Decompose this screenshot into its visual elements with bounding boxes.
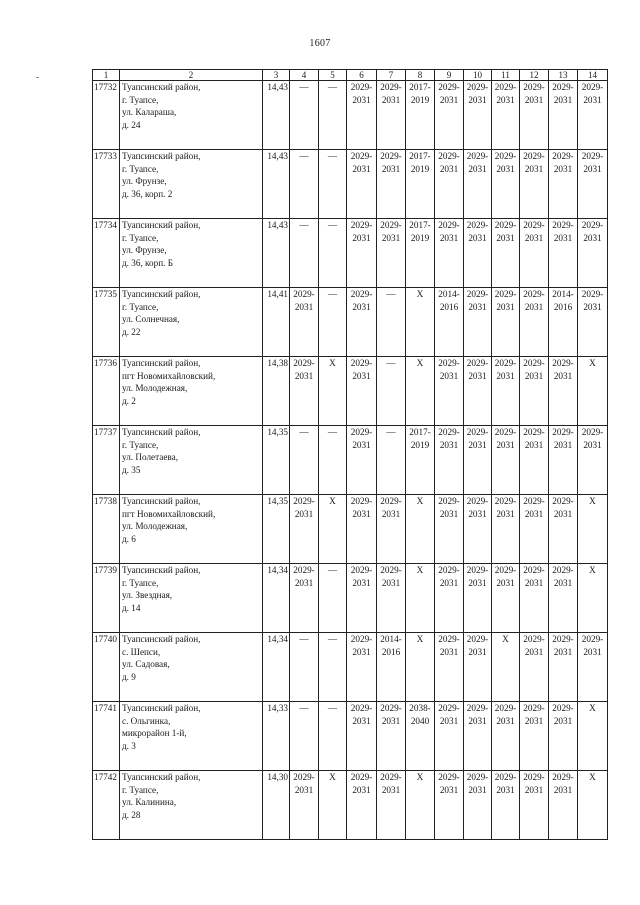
address-cell bbox=[120, 219, 263, 288]
period-cell: — bbox=[290, 633, 319, 702]
address-line: Туапсинский район, bbox=[122, 634, 201, 644]
period-cell: Х bbox=[319, 357, 347, 426]
period-cell: — bbox=[290, 219, 319, 288]
period-cell: 2029- 2031 bbox=[435, 426, 464, 495]
address-line: г. Туапсе, bbox=[122, 232, 159, 243]
address-line: д. 35 bbox=[122, 464, 141, 475]
period-cell: — bbox=[377, 357, 406, 426]
address-cell bbox=[120, 564, 263, 633]
record-number: 17738 bbox=[93, 495, 120, 564]
column-number-cell: 14 bbox=[578, 70, 608, 81]
period-cell: 2029- 2031 bbox=[435, 150, 464, 219]
address-line: д. 9 bbox=[122, 671, 136, 682]
area-cell: 14,34 bbox=[263, 633, 290, 702]
period-cell: 2029- 2031 bbox=[347, 81, 377, 150]
record-number: 17733 bbox=[93, 150, 120, 219]
address-line: Туапсинский район, bbox=[122, 358, 201, 368]
address-line: ул. Калараша, bbox=[122, 107, 177, 118]
period-cell: — bbox=[319, 426, 347, 495]
period-cell: Х bbox=[319, 495, 347, 564]
address-line: ул. Калинина, bbox=[122, 797, 177, 808]
period-cell: 2029- 2031 bbox=[377, 150, 406, 219]
period-cell: 2029- 2031 bbox=[520, 81, 549, 150]
address-line: Туапсинский район, bbox=[122, 82, 201, 92]
area-cell: 14,41 bbox=[263, 288, 290, 357]
address-line: Туапсинский район, bbox=[122, 772, 201, 782]
period-cell: 2029- 2031 bbox=[549, 633, 578, 702]
period-cell: 2029- 2031 bbox=[520, 771, 549, 840]
record-number: 17742 bbox=[93, 771, 120, 840]
period-cell: 2029- 2031 bbox=[464, 495, 492, 564]
period-cell: Х bbox=[578, 771, 608, 840]
period-cell: 2029- 2031 bbox=[549, 702, 578, 771]
area-cell: 14,30 bbox=[263, 771, 290, 840]
address-line: г. Туапсе, bbox=[122, 577, 159, 588]
column-number-row bbox=[93, 70, 608, 81]
address-line: г. Туапсе, bbox=[122, 439, 159, 450]
period-cell: 2029- 2031 bbox=[578, 288, 608, 357]
period-cell: 2029- 2031 bbox=[347, 771, 377, 840]
period-cell: 2029- 2031 bbox=[464, 288, 492, 357]
period-cell: 2029- 2031 bbox=[464, 219, 492, 288]
area-cell: 14,33 bbox=[263, 702, 290, 771]
record-number: 17737 bbox=[93, 426, 120, 495]
address-line: ул. Солнечная, bbox=[122, 314, 180, 325]
address-line: ул. Молодежная, bbox=[122, 383, 188, 394]
period-cell: 2029- 2031 bbox=[549, 426, 578, 495]
table-row bbox=[93, 81, 608, 150]
period-cell: 2029- 2031 bbox=[290, 564, 319, 633]
address-line: пгт Новомихайловский, bbox=[122, 508, 216, 519]
period-cell: 2029- 2031 bbox=[464, 702, 492, 771]
page-number: 1607 bbox=[309, 38, 331, 49]
period-cell: 2029- 2031 bbox=[435, 219, 464, 288]
address-line: ул. Полетаева, bbox=[122, 452, 179, 463]
period-cell: Х bbox=[578, 495, 608, 564]
period-cell: 2029- 2031 bbox=[464, 633, 492, 702]
table-row bbox=[93, 771, 608, 840]
table-row bbox=[93, 633, 608, 702]
period-cell: 2014- 2016 bbox=[377, 633, 406, 702]
period-cell: 2029- 2031 bbox=[520, 288, 549, 357]
period-cell: 2029- 2031 bbox=[290, 357, 319, 426]
table-row bbox=[93, 150, 608, 219]
period-cell: 2029- 2031 bbox=[492, 150, 520, 219]
period-cell: 2029- 2031 bbox=[549, 357, 578, 426]
period-cell: 2029- 2031 bbox=[492, 495, 520, 564]
period-cell: — bbox=[319, 702, 347, 771]
address-line: с. Ольгинка, bbox=[122, 715, 171, 726]
period-cell: 2029- 2031 bbox=[347, 357, 377, 426]
address-cell bbox=[120, 702, 263, 771]
address-line: д. 28 bbox=[122, 809, 141, 820]
address-line: Туапсинский район, bbox=[122, 703, 201, 713]
period-cell: 2029- 2031 bbox=[492, 288, 520, 357]
address-line: д. 6 bbox=[122, 533, 136, 544]
area-cell: 14,38 bbox=[263, 357, 290, 426]
column-number-cell: 10 bbox=[464, 70, 492, 81]
period-cell: — bbox=[290, 426, 319, 495]
period-cell: — bbox=[290, 81, 319, 150]
period-cell: 2029- 2031 bbox=[464, 426, 492, 495]
address-line: г. Туапсе, bbox=[122, 301, 159, 312]
period-cell: Х bbox=[319, 771, 347, 840]
table-row bbox=[93, 219, 608, 288]
column-number-cell: 2 bbox=[120, 70, 263, 81]
period-cell: 2029- 2031 bbox=[578, 81, 608, 150]
column-number-cell: 11 bbox=[492, 70, 520, 81]
period-cell: Х bbox=[578, 702, 608, 771]
address-line: д. 3 bbox=[122, 740, 136, 751]
period-cell: 2029- 2031 bbox=[347, 633, 377, 702]
address-line: пгт Новомихайловский, bbox=[122, 370, 216, 381]
period-cell: 2014- 2016 bbox=[435, 288, 464, 357]
period-cell: — bbox=[290, 150, 319, 219]
address-cell bbox=[120, 288, 263, 357]
table-row bbox=[93, 564, 608, 633]
address-cell bbox=[120, 771, 263, 840]
address-line: Туапсинский район, bbox=[122, 565, 201, 575]
registry-body bbox=[93, 70, 608, 840]
period-cell: 2029- 2031 bbox=[290, 495, 319, 564]
period-cell: 2029- 2031 bbox=[464, 771, 492, 840]
period-cell: 2029- 2031 bbox=[520, 357, 549, 426]
period-cell: 2038- 2040 bbox=[406, 702, 435, 771]
period-cell: 2017- 2019 bbox=[406, 150, 435, 219]
period-cell: Х bbox=[578, 564, 608, 633]
column-number-cell: 1 bbox=[93, 70, 120, 81]
period-cell: 2029- 2031 bbox=[377, 219, 406, 288]
address-line: Туапсинский район, bbox=[122, 151, 201, 161]
address-line: ул. Звездная, bbox=[122, 590, 173, 601]
table-row bbox=[93, 357, 608, 426]
period-cell: Х bbox=[406, 771, 435, 840]
period-cell: 2029- 2031 bbox=[520, 702, 549, 771]
table-row bbox=[93, 426, 608, 495]
period-cell: 2029- 2031 bbox=[347, 564, 377, 633]
period-cell: 2029- 2031 bbox=[435, 771, 464, 840]
period-cell: 2029- 2031 bbox=[578, 150, 608, 219]
period-cell: Х bbox=[492, 633, 520, 702]
table-row bbox=[93, 702, 608, 771]
period-cell: 2029- 2031 bbox=[290, 288, 319, 357]
address-line: ул. Фрунзе, bbox=[122, 245, 167, 256]
period-cell: 2029- 2031 bbox=[492, 564, 520, 633]
period-cell: Х bbox=[406, 495, 435, 564]
period-cell: 2029- 2031 bbox=[492, 702, 520, 771]
address-line: г. Туапсе, bbox=[122, 163, 159, 174]
period-cell: 2029- 2031 bbox=[520, 426, 549, 495]
period-cell: 2029- 2031 bbox=[377, 81, 406, 150]
margin-mark bbox=[36, 77, 39, 78]
period-cell: 2029- 2031 bbox=[347, 288, 377, 357]
period-cell: — bbox=[319, 564, 347, 633]
period-cell: 2029- 2031 bbox=[549, 564, 578, 633]
address-line: д. 22 bbox=[122, 326, 141, 337]
column-number-cell: 9 bbox=[435, 70, 464, 81]
period-cell: 2029- 2031 bbox=[347, 150, 377, 219]
period-cell: 2029- 2031 bbox=[549, 150, 578, 219]
registry-table bbox=[92, 69, 608, 840]
column-number-cell: 4 bbox=[290, 70, 319, 81]
address-line: с. Шепси, bbox=[122, 646, 161, 657]
period-cell: 2029- 2031 bbox=[377, 495, 406, 564]
period-cell: — bbox=[319, 288, 347, 357]
period-cell: Х bbox=[406, 357, 435, 426]
period-cell: Х bbox=[406, 633, 435, 702]
period-cell: 2029- 2031 bbox=[578, 426, 608, 495]
address-line: Туапсинский район, bbox=[122, 496, 201, 506]
period-cell: 2029- 2031 bbox=[520, 219, 549, 288]
period-cell: — bbox=[319, 81, 347, 150]
record-number: 17740 bbox=[93, 633, 120, 702]
period-cell: — bbox=[290, 702, 319, 771]
address-line: д. 14 bbox=[122, 602, 141, 613]
period-cell: 2029- 2031 bbox=[549, 495, 578, 564]
period-cell: 2029- 2031 bbox=[347, 219, 377, 288]
column-number-cell: 7 bbox=[377, 70, 406, 81]
period-cell: 2029- 2031 bbox=[520, 150, 549, 219]
period-cell: 2029- 2031 bbox=[578, 633, 608, 702]
period-cell: 2029- 2031 bbox=[435, 564, 464, 633]
record-number: 17739 bbox=[93, 564, 120, 633]
table-row bbox=[93, 495, 608, 564]
address-line: д. 36, корп. Б bbox=[122, 257, 174, 268]
area-cell: 14,35 bbox=[263, 426, 290, 495]
column-number-cell: 3 bbox=[263, 70, 290, 81]
period-cell: 2029- 2031 bbox=[347, 426, 377, 495]
period-cell: 2029- 2031 bbox=[464, 81, 492, 150]
address-line: микрорайон 1-й, bbox=[122, 728, 187, 739]
period-cell: 2029- 2031 bbox=[520, 564, 549, 633]
period-cell: 2029- 2031 bbox=[549, 81, 578, 150]
area-cell: 14,34 bbox=[263, 564, 290, 633]
address-cell bbox=[120, 426, 263, 495]
period-cell: 2029- 2031 bbox=[290, 771, 319, 840]
period-cell: 2029- 2031 bbox=[492, 81, 520, 150]
period-cell: 2029- 2031 bbox=[347, 495, 377, 564]
period-cell: Х bbox=[578, 357, 608, 426]
period-cell: 2017- 2019 bbox=[406, 219, 435, 288]
record-number: 17741 bbox=[93, 702, 120, 771]
address-line: Туапсинский район, bbox=[122, 427, 201, 437]
column-number-cell: 13 bbox=[549, 70, 578, 81]
period-cell: 2029- 2031 bbox=[435, 633, 464, 702]
period-cell: 2029- 2031 bbox=[377, 702, 406, 771]
record-number: 17735 bbox=[93, 288, 120, 357]
address-line: д. 24 bbox=[122, 119, 141, 130]
period-cell: — bbox=[377, 288, 406, 357]
period-cell: 2029- 2031 bbox=[377, 564, 406, 633]
address-cell bbox=[120, 81, 263, 150]
period-cell: 2029- 2031 bbox=[520, 495, 549, 564]
period-cell: 2029- 2031 bbox=[435, 702, 464, 771]
area-cell: 14,43 bbox=[263, 150, 290, 219]
period-cell: Х bbox=[406, 564, 435, 633]
period-cell: — bbox=[319, 219, 347, 288]
address-cell bbox=[120, 150, 263, 219]
period-cell: 2029- 2031 bbox=[435, 81, 464, 150]
period-cell: 2029- 2031 bbox=[549, 219, 578, 288]
area-cell: 14,35 bbox=[263, 495, 290, 564]
period-cell: 2029- 2031 bbox=[377, 771, 406, 840]
period-cell: 2029- 2031 bbox=[492, 426, 520, 495]
period-cell: 2029- 2031 bbox=[549, 771, 578, 840]
record-number: 17734 bbox=[93, 219, 120, 288]
address-cell bbox=[120, 357, 263, 426]
period-cell: 2017- 2019 bbox=[406, 426, 435, 495]
address-cell bbox=[120, 633, 263, 702]
address-line: ул. Молодежная, bbox=[122, 521, 188, 532]
column-number-cell: 6 bbox=[347, 70, 377, 81]
period-cell: 2029- 2031 bbox=[435, 495, 464, 564]
period-cell: 2029- 2031 bbox=[578, 219, 608, 288]
area-cell: 14,43 bbox=[263, 81, 290, 150]
address-line: ул. Садовая, bbox=[122, 659, 170, 670]
period-cell: 2029- 2031 bbox=[464, 357, 492, 426]
address-line: Туапсинский район, bbox=[122, 289, 201, 299]
area-cell: 14,43 bbox=[263, 219, 290, 288]
table-row bbox=[93, 288, 608, 357]
address-line: г. Туапсе, bbox=[122, 784, 159, 795]
period-cell: — bbox=[377, 426, 406, 495]
address-line: д. 2 bbox=[122, 395, 136, 406]
period-cell: — bbox=[319, 633, 347, 702]
address-line: Туапсинский район, bbox=[122, 220, 201, 230]
address-line: д. 36, корп. 2 bbox=[122, 188, 173, 199]
record-number: 17732 bbox=[93, 81, 120, 150]
address-cell bbox=[120, 495, 263, 564]
period-cell: — bbox=[319, 150, 347, 219]
period-cell: 2029- 2031 bbox=[464, 564, 492, 633]
column-number-cell: 5 bbox=[319, 70, 347, 81]
period-cell: 2029- 2031 bbox=[492, 219, 520, 288]
period-cell: 2029- 2031 bbox=[492, 357, 520, 426]
period-cell: 2029- 2031 bbox=[347, 702, 377, 771]
period-cell: 2029- 2031 bbox=[520, 633, 549, 702]
column-number-cell: 8 bbox=[406, 70, 435, 81]
period-cell: 2029- 2031 bbox=[492, 771, 520, 840]
period-cell: 2017- 2019 bbox=[406, 81, 435, 150]
column-number-cell: 12 bbox=[520, 70, 549, 81]
period-cell: Х bbox=[406, 288, 435, 357]
period-cell: 2014- 2016 bbox=[549, 288, 578, 357]
period-cell: 2029- 2031 bbox=[435, 357, 464, 426]
period-cell: 2029- 2031 bbox=[464, 150, 492, 219]
address-line: ул. Фрунзе, bbox=[122, 176, 167, 187]
address-line: г. Туапсе, bbox=[122, 94, 159, 105]
record-number: 17736 bbox=[93, 357, 120, 426]
